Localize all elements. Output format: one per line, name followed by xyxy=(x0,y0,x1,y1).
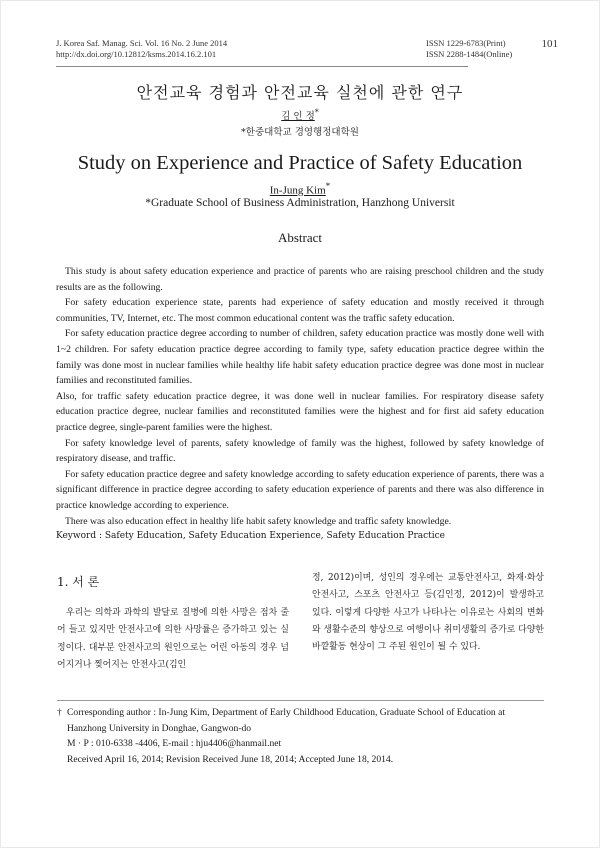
page-number: 101 xyxy=(541,38,558,50)
korean-author-name: 김 인 정 xyxy=(281,111,315,123)
footnote-contact: M · P : 010-6338 -4406, E-mail : hju4406@hanmail.net xyxy=(67,738,282,750)
body-paragraph: 우리는 의학과 과학의 발달로 질병에 의한 사망은 점차 줄어 들고 있지만 안전사고에 의한 사망률은 증가하고 있는 실정이다. 대부분 안전사고의 원인으로는 어린 아동의 경우 넘어지거나 찢어지는 안전사고(김인 xyxy=(57,608,289,670)
running-header xyxy=(56,38,558,64)
footnote-dates: Received April 16, 2014; Revision Received June 18, 2014; Accepted June 18, 2014. xyxy=(67,753,394,765)
korean-title: 안전교육 경험과 안전교육 실천에 관한 연구 xyxy=(136,83,464,102)
journal-info xyxy=(56,38,227,60)
footnote-divider xyxy=(57,700,544,701)
author-mark: * xyxy=(325,181,331,191)
english-author xyxy=(0,181,600,197)
english-title: Study on Experience and Practice of Safety Education xyxy=(77,152,523,174)
body-paragraph: 정, 2012)이며, 성인의 경우에는 교통안전사고, 화재·화상 안전사고, 스포츠 안전사고 등(김인정, 2012)이 발생하고 있다. 이렇게 다양한 사고가 나타나는 이유로는 사회의 변화와 생활수준의 향상으로 여행이나 취미생활의 증가로 다양한 바깥활동 현상이 그 주된 원인이 될 수 있다. xyxy=(312,573,544,653)
body-column-right xyxy=(312,570,544,656)
body-column-left xyxy=(57,605,289,674)
issn-online: ISSN 2288-1484(Online) xyxy=(426,49,513,59)
doi-link[interactable]: http://dx.doi.org/10.12812/ksms.2014.16.2.101 xyxy=(56,49,217,59)
section-heading-introduction: 1. 서 론 xyxy=(57,575,100,589)
english-author-name: In-Jung Kim xyxy=(269,184,326,197)
issn-print: ISSN 1229-6783(Print) xyxy=(426,38,506,48)
abstract-paragraph: For safety education practice degree and safety knowledge according to safety education experience of parents, there was a significant difference in practice degree according to safety education experience of parents and there was also difference in practice knowledge according to experience. xyxy=(56,468,544,511)
english-affiliation: *Graduate School of Business Administration, Hanzhong Universit xyxy=(145,197,455,209)
author-mark: * xyxy=(314,108,319,117)
keywords: Keyword : Safety Education, Safety Education Experience, Safety Education Practice xyxy=(56,531,446,542)
abstract-paragraph: For safety education practice degree according to number of children, safety education practice was mostly done well with 1~2 children. For safety education practice degree according to family type, safety education practice degree within the family was done most in nuclear families while healthy life habit safety education practice degree was done most in nuclear families and reconstituted families. xyxy=(56,328,544,387)
dagger-mark: † xyxy=(57,707,62,718)
journal-citation: J. Korea Saf. Manag. Sci. Vol. 16 No. 2 June 2014 xyxy=(56,38,228,48)
abstract-body xyxy=(56,264,544,545)
abstract-paragraph: For safety knowledge level of parents, safety knowledge of family was the highest, followed by safety knowledge of respiratory disease, and traffic. xyxy=(56,437,544,465)
footnote-corresponding-author: Corresponding author : In-Jung Kim, Department of Early Childhood Education, Graduate School of Education at Hanzhong University in Donghae, Gangwon-do xyxy=(67,707,506,734)
abstract-paragraph: There was also education effect in healthy life habit safety knowledge and traffic safety knowledge. xyxy=(65,515,452,527)
abstract-paragraph: For safety education experience state, parents had experience of safety education and mostly received it through communities, TV, Internet, etc. The most common educational content was the traffic safety education. xyxy=(56,297,544,324)
korean-author xyxy=(0,108,600,122)
footnote xyxy=(57,705,544,767)
abstract-paragraph: Also, for traffic safety education practice degree, it was done well in nuclear families. For respiratory disease safety education practice degree, nuclear families and reconstituted families were the highest and for first aid safety education practice degree, single-parent families were the highest. xyxy=(56,390,544,433)
issn-info xyxy=(426,38,512,60)
header-divider xyxy=(56,66,468,67)
abstract-heading: Abstract xyxy=(277,230,323,245)
korean-affiliation: *한중대학교 경영행정대학원 xyxy=(241,127,359,138)
abstract-paragraph: This study is about safety education experience and practice of parents who are raising preschool children and the study results are as the following. xyxy=(56,266,544,293)
